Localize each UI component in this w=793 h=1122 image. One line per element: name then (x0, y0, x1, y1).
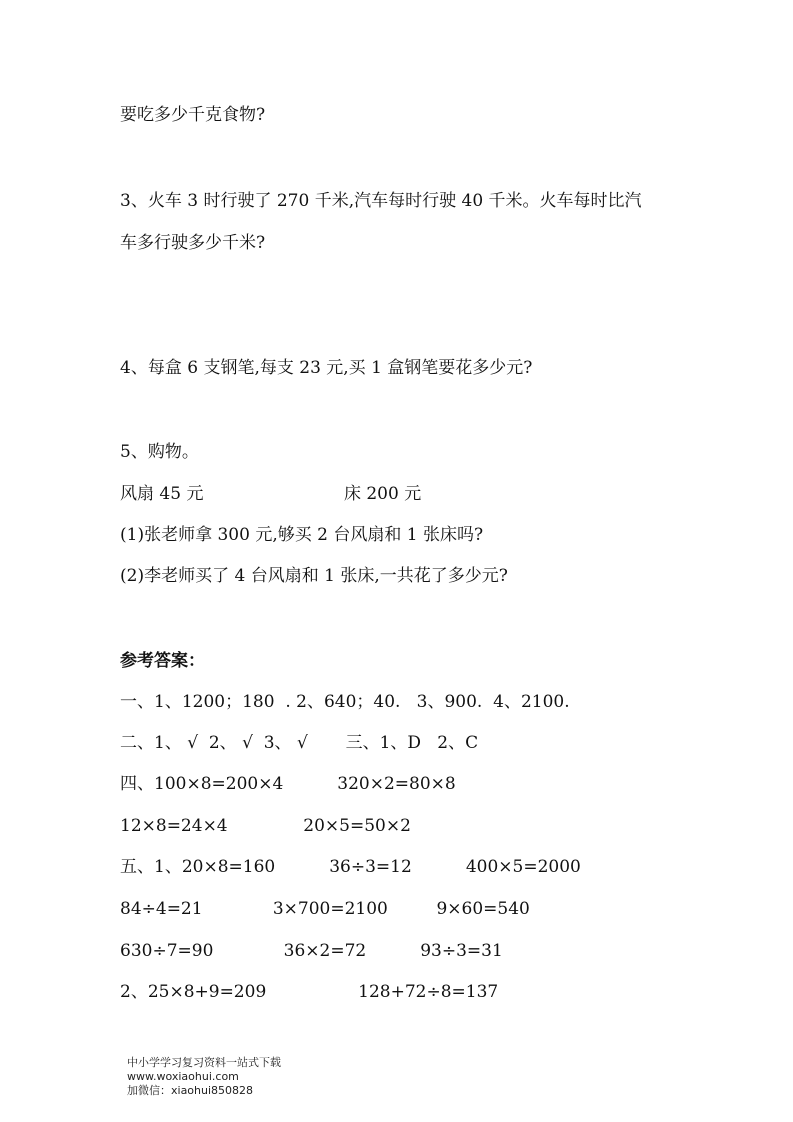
footer-site-name: 中小学学习复习资料一站式下载 (127, 1056, 281, 1069)
footer-url: www.woxiaohui.com (127, 1070, 239, 1083)
question-5-prices: 风扇 45 元 床 200 元 (120, 484, 422, 504)
answer-line: 一、1、1200；180 . 2、640；40. 3、900. 4、2100. (120, 692, 570, 712)
question-3-line-2: 车多行驶多少千米? (120, 233, 266, 253)
question-5-sub-2: (2)李老师买了 4 台风扇和 1 张床,一共花了多少元? (120, 566, 508, 586)
page-footer (120, 1042, 295, 1098)
answer-line: 二、1、 √ 2、 √ 3、 √ 三、1、D 2、C (120, 733, 479, 753)
answer-line: 五、1、20×8=160 36÷3=12 400×5=2000 (120, 857, 581, 877)
answer-line: 630÷7=90 36×2=72 93÷3=31 (120, 941, 503, 961)
answer-line: 四、100×8=200×4 320×2=80×8 (120, 774, 456, 794)
question-5-sub-1: (1)张老师拿 300 元,够买 2 台风扇和 1 张床吗? (120, 525, 484, 545)
question-4: 4、每盒 6 支钢笔,每支 23 元,买 1 盒钢笔要花多少元? (120, 358, 533, 378)
answer-line: 84÷4=21 3×700=2100 9×60=540 (120, 899, 530, 919)
answer-line: 12×8=24×4 20×5=50×2 (120, 816, 411, 836)
question-5-title: 5、购物。 (120, 442, 199, 462)
question-2-continuation: 要吃多少千克食物? (120, 105, 266, 125)
answer-line: 2、25×8+9=209 128+72÷8=137 (120, 982, 499, 1002)
question-3-line-1: 3、火车 3 时行驶了 270 千米,汽车每时行驶 40 千米。火车每时比汽 (120, 191, 642, 211)
answers-heading: 参考答案： (120, 651, 205, 671)
footer-wechat: 加微信：xiaohui850828 (127, 1084, 254, 1097)
